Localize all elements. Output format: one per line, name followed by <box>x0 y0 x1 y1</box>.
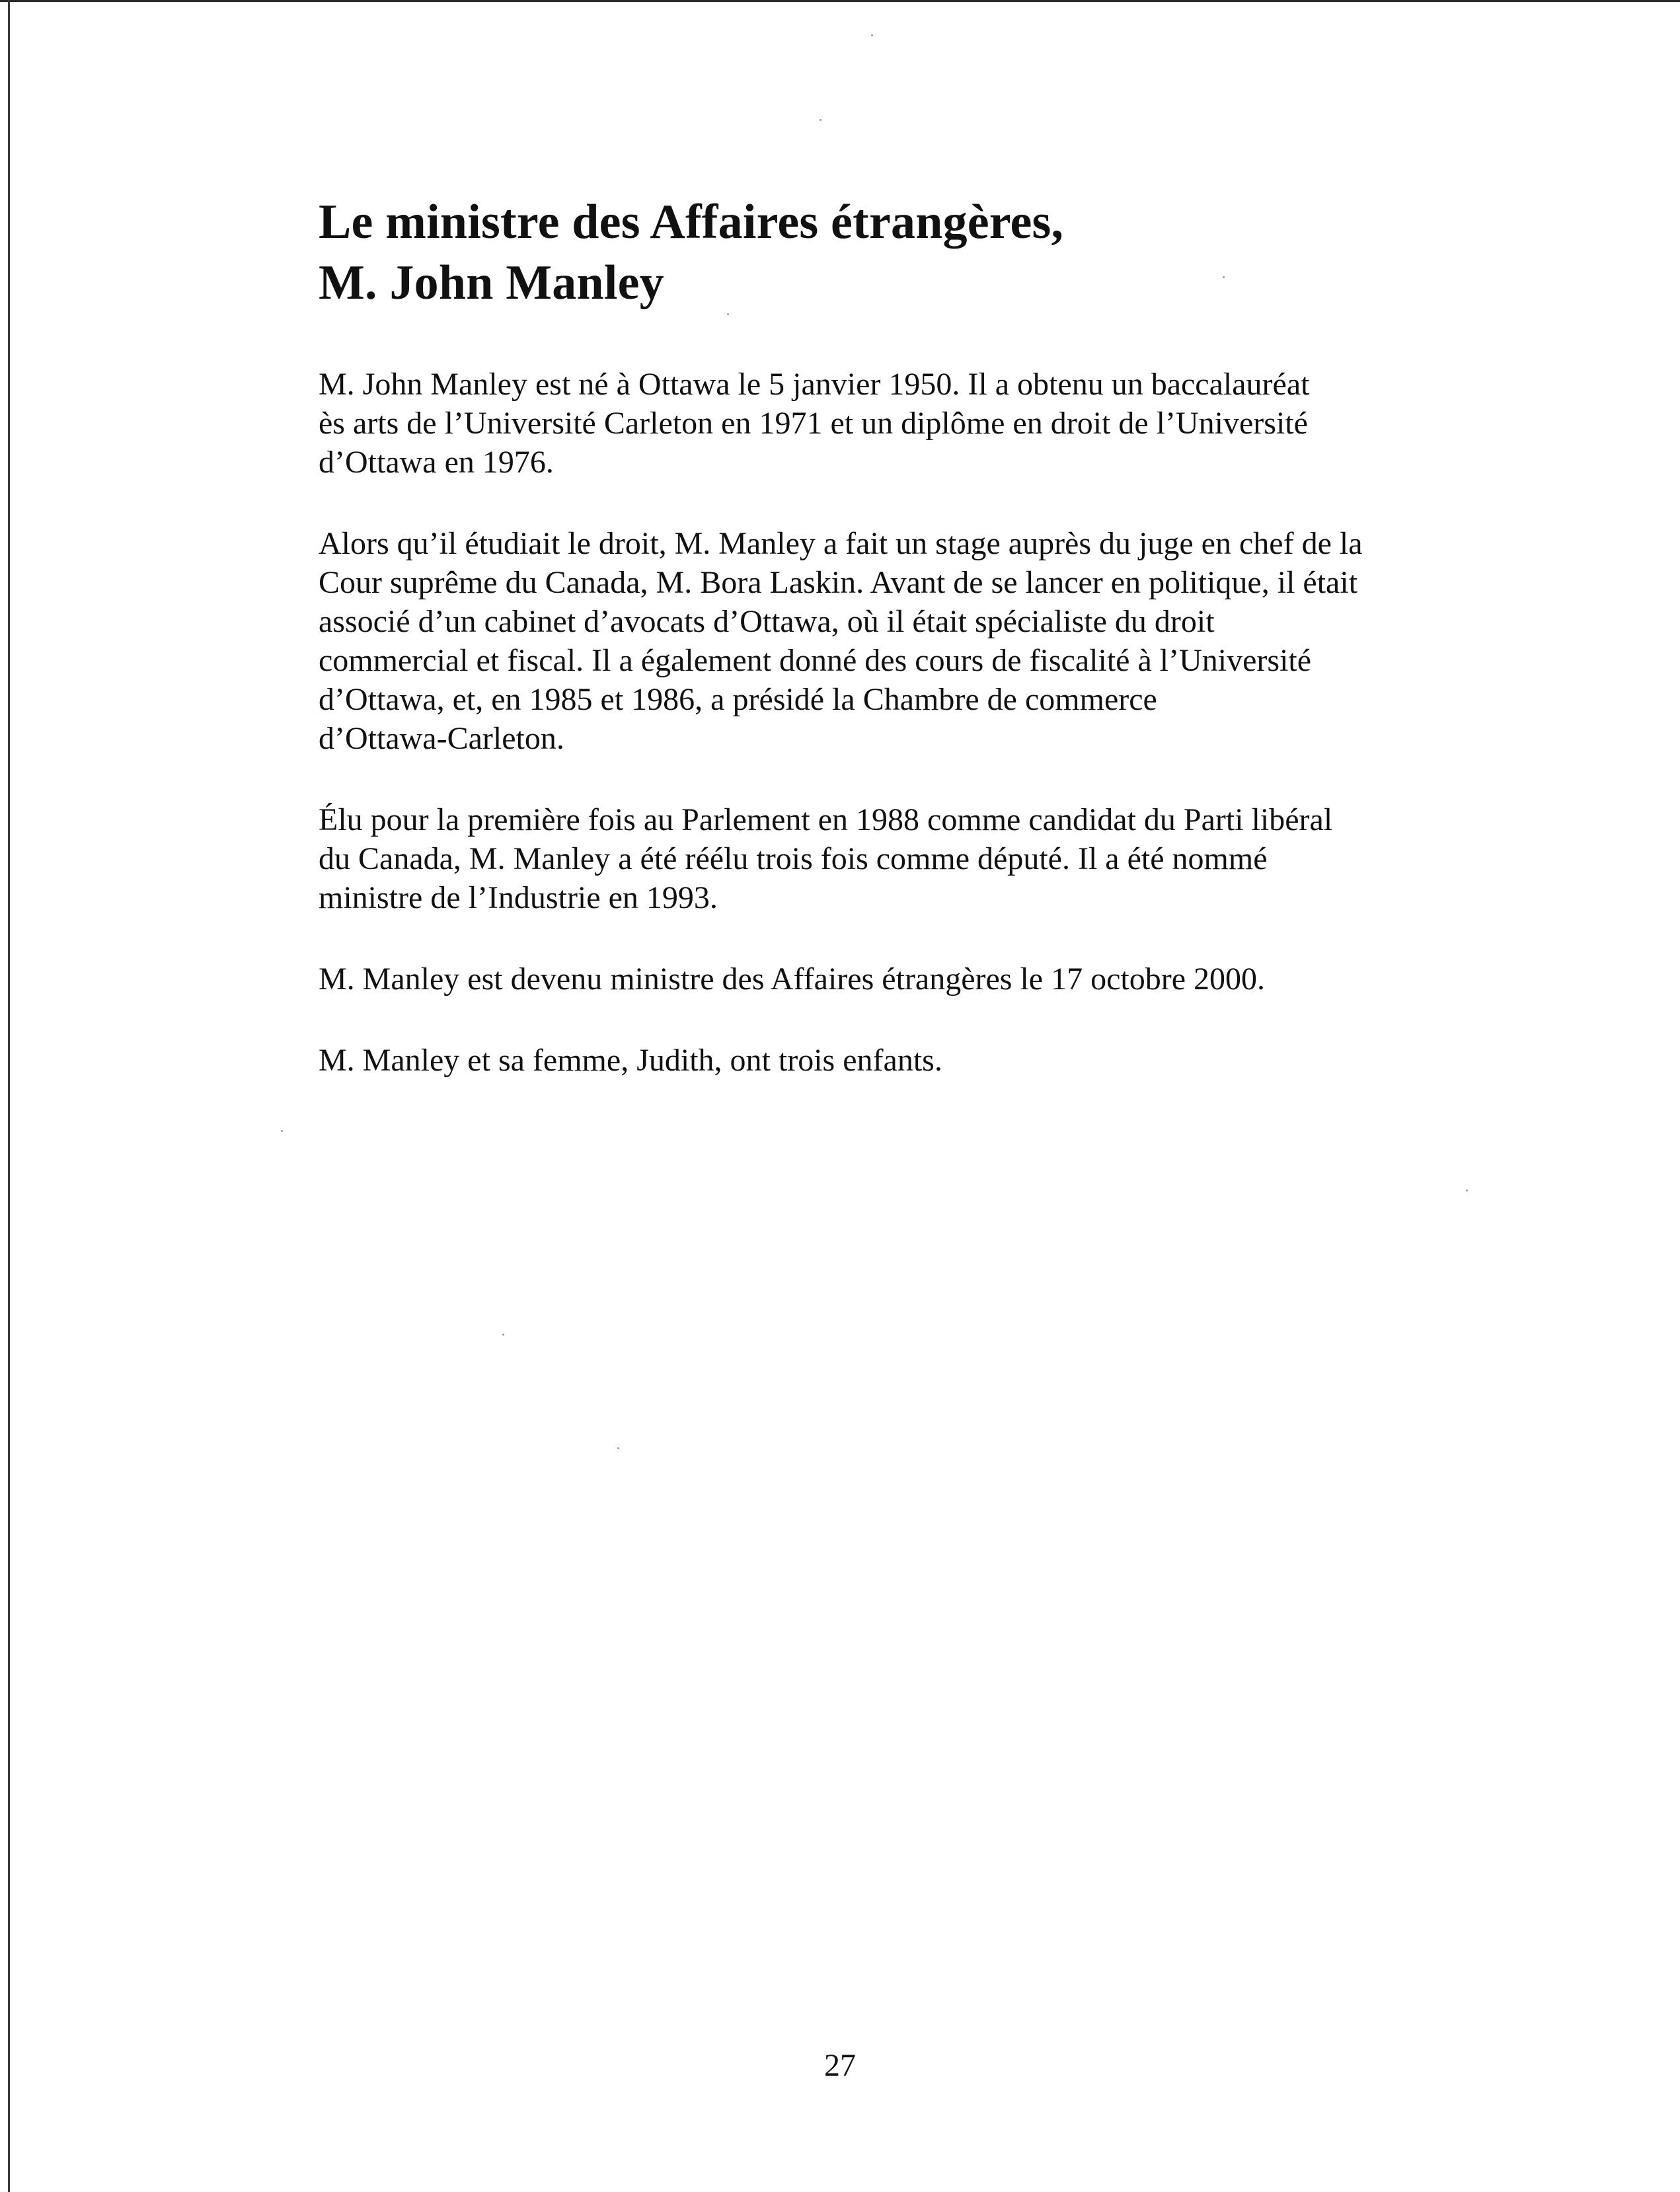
paragraph-career <box>319 524 1495 758</box>
text-line: M. John Manley est né à Ottawa le 5 janvier 1950. Il a obtenu un baccalauréat <box>319 367 1310 402</box>
page-number: 27 <box>824 2048 856 2083</box>
text-line: d’Ottawa, et, en 1985 et 1986, a présidé la Chambre de commerce <box>319 682 1157 717</box>
paragraph-foreign-affairs <box>319 960 1495 999</box>
text-line: M. Manley et sa femme, Judith, ont trois enfants. <box>319 1043 942 1078</box>
scan-speck <box>1466 1190 1468 1191</box>
document-content <box>319 192 1495 1122</box>
title-line: Le ministre des Affaires étrangères, <box>319 195 1064 249</box>
scan-edge-top <box>0 0 1680 2</box>
scan-speck <box>281 1130 283 1132</box>
text-line: Élu pour la première fois au Parlement en 1988 comme candidat du Parti libéral <box>319 802 1333 837</box>
paragraph-family <box>319 1041 1495 1080</box>
scan-speck <box>617 1447 619 1449</box>
text-line: ès arts de l’Université Carleton en 1971 et un diplôme en droit de l’Université <box>319 406 1308 441</box>
page-title <box>319 192 1495 313</box>
text-line: associé d’un cabinet d’avocats d’Ottawa, où il était spécialiste du droit <box>319 604 1215 639</box>
paragraph-parliament <box>319 800 1495 917</box>
scan-speck <box>502 1334 504 1336</box>
text-line: du Canada, M. Manley a été réélu trois fois comme député. Il a été nommé <box>319 841 1268 876</box>
title-line: M. John Manley <box>319 256 664 310</box>
text-line: Alors qu’il étudiait le droit, M. Manley a fait un stage auprès du juge en chef de la <box>319 526 1363 561</box>
scan-speck <box>820 119 821 121</box>
text-line: Cour suprême du Canada, M. Bora Laskin. Avant de se lancer en politique, il était <box>319 565 1358 600</box>
text-line: M. Manley est devenu ministre des Affaires étrangères le 17 octobre 2000. <box>319 962 1266 997</box>
text-line: d’Ottawa en 1976. <box>319 445 554 480</box>
scan-edge-left <box>8 0 10 2192</box>
text-line: ministre de l’Industrie en 1993. <box>319 880 718 915</box>
text-line: d’Ottawa-Carleton. <box>319 721 564 756</box>
text-line: commercial et fiscal. Il a également donné des cours de fiscalité à l’Université <box>319 643 1312 678</box>
scan-speck <box>871 34 873 36</box>
paragraph-birth-education <box>319 365 1495 482</box>
